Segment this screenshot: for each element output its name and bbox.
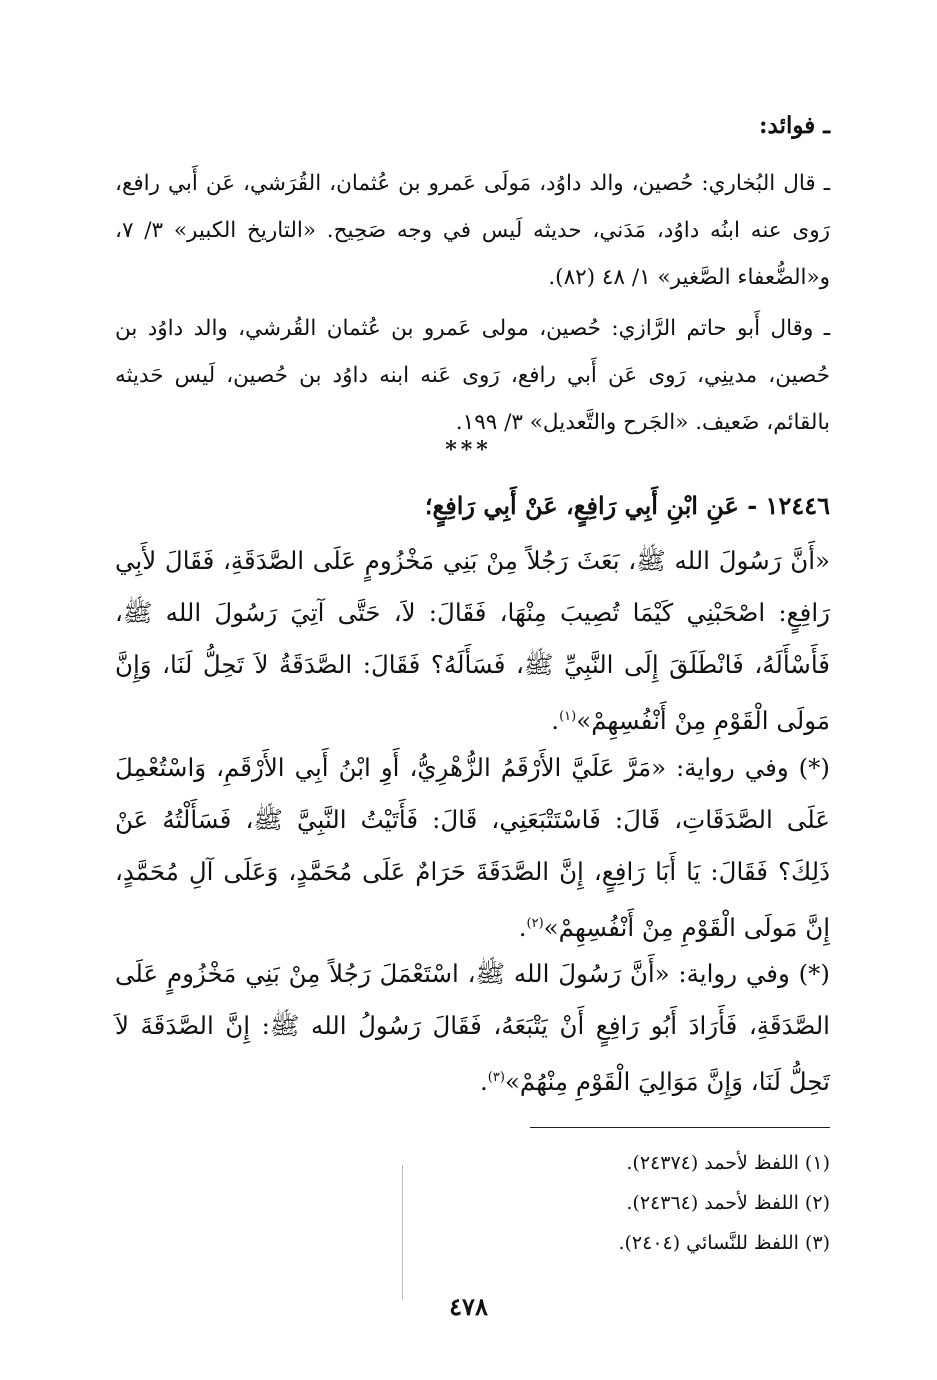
benefit-abu-hatim: ـ وقال أَبو حاتم الرَّازي: حُصين، مولى عَمرو بن عُثمان القُرشي، والد داوُد بن حُصين، مدينِي، رَوى عَن أَبي رافع، رَوى عَنه ابنه داوُد بن حُصين، لَيس حَديثه بالقائم، ضَعيف. «الجَرح والتَّعديل» ٣/ ١٩٩. xyxy=(115,316,830,435)
benefits-heading: ـ فوائد: xyxy=(759,112,830,139)
benefit-bukhari: ـ قال البُخاري: حُصين، والد داوُد، مَولَى عَمرو بن عُثمان، القُرَشي، عَن أَبي رافع، رَوى عنه ابنُه داوُد، مَدَني، حديثه لَيس في وجه صَحِيح. «التاريخ الكبير» ٣/ ٧، و«الضُّعفاء الصَّغير» ١/ ٤٨ (٨٢). xyxy=(115,171,831,290)
hadith-main-text: «أَنَّ رَسُولَ الله ﷺ، بَعَثَ رَجُلاً مِنْ بَنِي مَخْزُومٍ عَلَى الصَّدَقَةِ، فَقَالَ لأَبِي رَافِعٍ: اصْحَبْنِي كَيْمَا تُصِيبَ مِنْهَا، فَقَالَ: لاَ، حَتَّى آتِيَ رَسُولَ الله ﷺ، فَأَسْأَلَهُ، فَانْطَلَقَ إِلَى النَّبِيِّ ﷺ، فَسَأَلَهُ؟ فَقَالَ: الصَّدَقَةُ لاَ تَحِلُّ لَنَا، وَإِنَّ مَولَى الْقَوْمِ مِنْ أَنْفُسِهِمْ»$^{(١)}$. xyxy=(115,546,830,736)
hadith-heading: ١٢٤٤٦ - عَنِ ابْنِ أَبِي رَافِعٍ، عَنْ أَبِي رَافِعٍ؛ xyxy=(424,491,830,520)
hadith-narration-3: (*) وفي رواية: «أَنَّ رَسُولَ الله ﷺ، اسْتَعْمَلَ رَجُلاً مِنْ بَنِي مَخْزُومٍ عَلَى الصَّدَقَةِ، فَأَرَادَ أَبُو رَافِعٍ أَنْ يَتْبَعَهُ، فَقَالَ رَسُولُ الله ﷺ: إِنَّ الصَّدَقَةَ لاَ تَحِلُّ لَنَا، وَإِنَّ مَوَالِيَ الْقَوْمِ مِنْهُمْ»$^{(٣)}$. xyxy=(115,959,830,1097)
scan-gutter-line xyxy=(402,1165,403,1300)
footnote-ref-2: (٢) xyxy=(526,916,544,931)
footnote-divider xyxy=(530,1127,830,1128)
hadith-narration-2: (*) وفي رواية: «مَرَّ عَلَيَّ الأَرْقَمُ الزُّهْرِيُّ، أَوِ ابْنُ أَبِي الأَرْقَمِ، وَاسْتُعْمِلَ عَلَى الصَّدَقَاتِ، قَالَ: فَاسْتَتْبَعَنِي، قَالَ: فَأَتَيْتُ النَّبِيَّ ﷺ، فَسَأَلْتُهُ عَنْ ذَلِكَ؟ فَقَالَ: يَا أَبَا رَافِعٍ، إِنَّ الصَّدَقَةَ حَرَامٌ عَلَى مُحَمَّدٍ، وَعَلَى آلِ مُحَمَّدٍ، إِنَّ مَولَى الْقَوْمِ مِنْ أَنْفُسِهِمْ»$^{(٢)}$. xyxy=(115,753,830,943)
footnote-ref-1: (١) xyxy=(559,709,577,724)
footnote-ref-3: (٣) xyxy=(487,1070,505,1085)
narration-2-body: (*) وفي رواية: «مَرَّ عَلَيَّ الأَرْقَمُ الزُّهْرِيُّ، أَوِ ابْنُ أَبِي الأَرْقَمِ، وَاسْتُعْمِلَ عَلَى الصَّدَقَاتِ، قَالَ: فَاسْتَتْبَعَنِي، قَالَ: فَأَتَيْتُ النَّبِيَّ ﷺ، فَسَأَلْتُهُ عَنْ ذَلِكَ؟ فَقَالَ: يَا أَبَا رَافِعٍ، إِنَّ الصَّدَقَةَ حَرَامٌ عَلَى مُحَمَّدٍ، وَعَلَى آلِ مُحَمَّدٍ، إِنَّ مَولَى الْقَوْمِ مِنْ أَنْفُسِهِمْ» xyxy=(115,753,830,943)
footnote-3: (٣) اللفظ للنَّسائي (٢٤٠٤). xyxy=(618,1232,830,1254)
section-separator: *** xyxy=(445,437,492,463)
narration-3-body: (*) وفي رواية: «أَنَّ رَسُولَ الله ﷺ، اسْتَعْمَلَ رَجُلاً مِنْ بَنِي مَخْزُومٍ عَلَى الصَّدَقَةِ، فَأَرَادَ أَبُو رَافِعٍ أَنْ يَتْبَعَهُ، فَقَالَ رَسُولُ الله ﷺ: إِنَّ الصَّدَقَةَ لاَ تَحِلُّ لَنَا، وَإِنَّ مَوَالِيَ الْقَوْمِ مِنْهُمْ» xyxy=(115,959,830,1097)
footnote-1: (١) اللفظ لأحمد (٢٤٣٧٤). xyxy=(626,1152,830,1174)
hadith-main-body: «أَنَّ رَسُولَ الله ﷺ، بَعَثَ رَجُلاً مِنْ بَنِي مَخْزُومٍ عَلَى الصَّدَقَةِ، فَقَالَ لأَبِي رَافِعٍ: اصْحَبْنِي كَيْمَا تُصِيبَ مِنْهَا، فَقَالَ: لاَ، حَتَّى آتِيَ رَسُولَ الله ﷺ، فَأَسْأَلَهُ، فَانْطَلَقَ إِلَى النَّبِيِّ ﷺ، فَسَأَلَهُ؟ فَقَالَ: الصَّدَقَةُ لاَ تَحِلُّ لَنَا، وَإِنَّ مَولَى الْقَوْمِ مِنْ أَنْفُسِهِمْ» xyxy=(115,546,830,736)
footnote-2: (٢) اللفظ لأحمد (٢٤٣٦٤). xyxy=(626,1192,830,1214)
page-number: ٤٧٨ xyxy=(449,1292,488,1321)
